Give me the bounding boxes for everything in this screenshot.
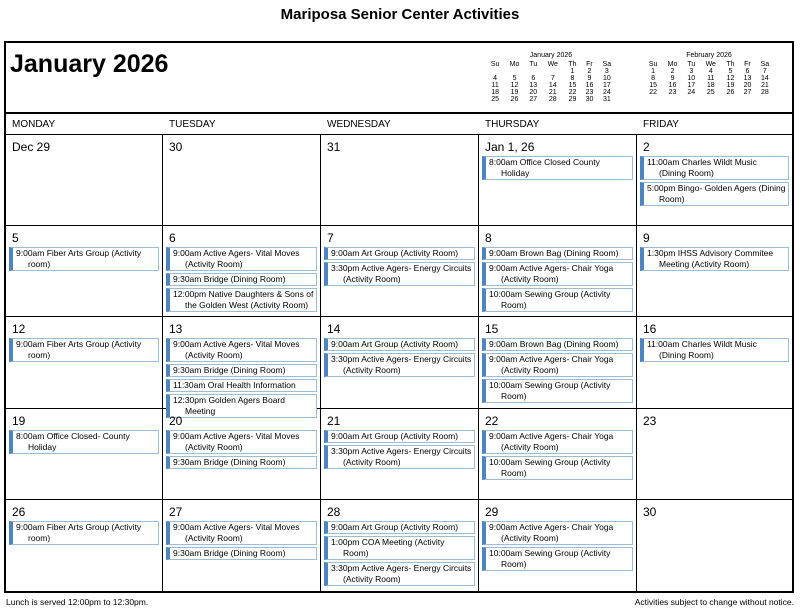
event-label: 9:30am Bridge (Dining Room)	[173, 456, 286, 467]
event-label: 8:00am Office Closed- County Holiday	[16, 430, 130, 452]
mini-calendar-february	[644, 52, 774, 96]
day-number: 2	[643, 140, 650, 154]
mini-calendar-day: 3	[604, 68, 609, 75]
event-label: 10:00am Sewing Group (Activity Room)	[489, 380, 611, 402]
mini-calendar-day: 1	[570, 68, 575, 75]
mini-calendar-day: 30	[585, 96, 594, 103]
mini-calendar-day: 24	[687, 89, 696, 96]
day-cell	[163, 317, 321, 417]
mini-calendar-day: 20	[743, 82, 752, 89]
day-number: 29	[485, 504, 499, 519]
event-label: 10:00am Sewing Group (Activity Room)	[489, 289, 611, 311]
mini-calendar-day: 11	[707, 75, 715, 82]
calendar-event[interactable]	[482, 288, 633, 312]
mini-calendar-day: 15	[649, 82, 657, 89]
event-label: 9:00am Brown Bag (Dining Room)	[489, 248, 619, 259]
event-label: 11:00am Charles Wildt Music (Dining Room)	[647, 339, 757, 361]
event-label: 9:00am Art Group (Activity Room)	[331, 430, 459, 441]
calendar-event[interactable]	[640, 338, 789, 362]
day-cell	[6, 135, 163, 226]
event-label: 12:00pm Native Daughters & Sons of the Golden West (Activity Room)	[173, 289, 314, 311]
mini-calendar-day: 14	[760, 75, 769, 82]
event-label: 9:30am Bridge (Dining Room)	[173, 274, 286, 285]
day-cell	[637, 409, 792, 500]
day-cell	[321, 409, 479, 500]
calendar-event[interactable]	[166, 430, 317, 454]
calendar-event[interactable]	[166, 521, 317, 545]
day-number: 6	[169, 231, 176, 246]
mini-calendar-weekday: Su	[490, 61, 500, 68]
calendar-event[interactable]	[324, 521, 475, 534]
mini-calendar-day: 7	[762, 68, 767, 75]
mini-calendar-day: 23	[585, 89, 594, 96]
weekday-header: TUESDAY	[163, 115, 321, 135]
calendar-event[interactable]	[482, 353, 633, 377]
mini-calendar-day: 12	[726, 75, 735, 82]
day-number: 30	[169, 140, 183, 154]
mini-calendar-day: 24	[602, 89, 611, 96]
mini-calendar-weekday: Tu	[687, 61, 696, 68]
event-label: 9:00am Fiber Arts Group (Activity room)	[16, 339, 142, 361]
event-label: 9:00am Fiber Arts Group (Activity room)	[16, 248, 142, 270]
event-label: 9:00am Active Agers- Vital Moves (Activity Room)	[173, 521, 300, 543]
calendar-event[interactable]	[9, 430, 159, 454]
day-cell	[163, 226, 321, 317]
mini-calendar-day: 25	[491, 96, 499, 103]
day-number: 13	[169, 322, 183, 337]
mini-calendar-day: 16	[585, 82, 594, 89]
mini-calendar-day: 29	[568, 96, 577, 103]
mini-calendar-day: 2	[670, 68, 675, 75]
calendar-event[interactable]	[166, 338, 317, 362]
mini-calendar-day: 20	[529, 89, 538, 96]
calendar-event[interactable]	[482, 262, 633, 286]
mini-calendar-day: 4	[708, 68, 713, 75]
mini-calendar-weekday: Mo	[509, 61, 520, 68]
day-cell	[637, 135, 792, 226]
mini-calendar-day: 10	[602, 75, 611, 82]
day-cell	[321, 317, 479, 408]
day-number: Dec 29	[12, 140, 51, 154]
mini-calendar-day: 6	[531, 75, 536, 82]
mini-calendar-january	[486, 52, 616, 103]
mini-calendar-day: 8	[570, 75, 575, 82]
event-label: 9:00am Active Agers- Chair Yoga (Activity Room)	[489, 354, 614, 376]
event-label: 9:00am Active Agers- Chair Yoga (Activity Room)	[489, 263, 614, 285]
day-cell	[6, 409, 163, 500]
mini-calendar-day	[504, 68, 525, 75]
calendar-event[interactable]	[166, 364, 317, 377]
mini-calendar-day: 18	[491, 89, 499, 96]
calendar-event[interactable]	[324, 247, 475, 260]
event-label: 9:00am Fiber Arts Group (Activity room)	[16, 521, 142, 543]
weekday-header: WEDNESDAY	[321, 115, 479, 135]
mini-calendar-day: 1	[651, 68, 656, 75]
mini-calendar-day: 9	[670, 75, 675, 82]
mini-calendar-day: 13	[743, 75, 752, 82]
mini-calendar-day: 10	[687, 75, 696, 82]
calendar-event[interactable]	[640, 156, 789, 180]
day-number: 8	[485, 231, 492, 246]
mini-calendar-day: 21	[548, 89, 557, 96]
day-cell	[6, 500, 163, 591]
mini-calendar-weekday: Mo	[667, 61, 678, 68]
calendar-event[interactable]	[482, 547, 633, 571]
day-cell	[479, 500, 637, 591]
mini-calendar-title: February 2026	[686, 52, 732, 59]
mini-calendar-day: 16	[668, 82, 677, 89]
mini-calendar-weekday: Su	[648, 61, 658, 68]
day-number: 16	[643, 322, 657, 337]
day-number: 5	[12, 231, 19, 246]
event-label: 9:00am Art Group (Activity Room)	[331, 248, 459, 259]
day-number: 15	[485, 322, 499, 337]
calendar-event[interactable]	[640, 247, 789, 271]
calendar-event[interactable]	[166, 547, 317, 560]
day-cell	[637, 317, 792, 408]
event-label: 11:30am Oral Health Information	[173, 380, 296, 391]
mini-calendar-day: 23	[668, 89, 677, 96]
mini-calendar-weekday: We	[547, 61, 558, 68]
event-label: 3:30pm Active Agers- Energy Circuits (Activity Room)	[331, 445, 472, 467]
mini-calendar-day: 13	[529, 82, 538, 89]
mini-calendar-day: 17	[687, 82, 696, 89]
mini-calendar-day	[542, 68, 564, 75]
calendar-event[interactable]	[9, 521, 159, 545]
mini-calendar-day: 3	[689, 68, 694, 75]
event-label: 3:30pm Active Agers- Energy Circuits (Activity Room)	[331, 354, 472, 376]
mini-calendar-weekday: Fr	[744, 61, 751, 68]
day-cell	[163, 500, 321, 591]
day-number: 9	[643, 231, 650, 246]
mini-calendar-title: January 2026	[529, 52, 573, 59]
mini-calendar-weekday: We	[705, 61, 716, 68]
day-cell	[321, 226, 479, 317]
calendar-event[interactable]	[482, 379, 633, 403]
calendar-event[interactable]	[166, 456, 317, 469]
day-cell	[479, 226, 637, 317]
day-cell	[321, 500, 479, 591]
weekday-header: MONDAY	[6, 115, 163, 135]
event-label: 9:30am Bridge (Dining Room)	[173, 547, 286, 558]
day-number: 12	[12, 322, 26, 337]
calendar-event[interactable]	[482, 430, 633, 454]
day-number: 26	[12, 504, 26, 519]
calendar-event[interactable]	[324, 353, 475, 377]
mini-calendar-day: 2	[587, 68, 592, 75]
calendar-event[interactable]	[166, 273, 317, 286]
mini-calendar-day: 27	[529, 96, 538, 103]
calendar-event[interactable]	[482, 338, 633, 351]
calendar-event[interactable]	[482, 156, 633, 180]
event-label: 9:00am Active Agers- Vital Moves (Activity Room)	[173, 248, 300, 270]
month-title: January 2026	[10, 50, 169, 78]
mini-calendar-day: 7	[550, 75, 555, 82]
mini-calendar-day: 11	[491, 82, 499, 89]
mini-calendar-day: 5	[512, 75, 517, 82]
event-label: 9:00am Art Group (Activity Room)	[331, 521, 459, 532]
mini-calendar-weekday: Sa	[760, 61, 770, 68]
calendar-event[interactable]	[9, 338, 159, 362]
day-number: 31	[327, 140, 341, 154]
calendar-event[interactable]	[640, 182, 789, 206]
mini-calendar-day: 8	[651, 75, 656, 82]
mini-calendar-day: 17	[602, 82, 611, 89]
day-cell	[479, 135, 637, 226]
mini-calendar-day: 6	[745, 68, 750, 75]
calendar-event[interactable]	[482, 521, 633, 545]
event-label: 1:30pm IHSS Advisory Commitee Meeting (Activity Room)	[647, 248, 774, 270]
mini-calendar-weekday: Tu	[529, 61, 538, 68]
day-number: 21	[327, 413, 341, 428]
calendar-event[interactable]	[166, 247, 317, 271]
mini-calendar-day: 12	[510, 82, 519, 89]
calendar-event[interactable]	[324, 445, 475, 469]
mini-calendar-day: 15	[568, 82, 577, 89]
calendar-event[interactable]	[324, 262, 475, 286]
header-divider	[4, 112, 794, 114]
event-label: 9:00am Active Agers- Vital Moves (Activity Room)	[173, 430, 300, 452]
footer-lunch-note: Lunch is served 12:00pm to 12:30pm.	[6, 597, 149, 607]
event-label: 10:00am Sewing Group (Activity Room)	[489, 456, 611, 478]
day-number: Jan 1, 26	[485, 140, 535, 154]
day-cell	[6, 317, 163, 408]
day-number: 23	[643, 413, 657, 428]
mini-calendar-weekday: Th	[568, 61, 577, 68]
mini-calendar-day: 28	[760, 89, 769, 96]
mini-calendar-day: 22	[649, 89, 657, 96]
day-number: 30	[643, 504, 657, 519]
day-cell	[163, 135, 321, 226]
event-label: 3:30pm Active Agers- Energy Circuits (Activity Room)	[331, 263, 472, 285]
event-label: 9:30am Bridge (Dining Room)	[173, 365, 286, 376]
mini-calendar-day: 18	[706, 82, 715, 89]
mini-calendar-day: 25	[706, 89, 715, 96]
calendar-event[interactable]	[324, 536, 475, 560]
mini-calendar-day: 4	[493, 75, 498, 82]
event-label: 9:00am Active Agers- Chair Yoga (Activity Room)	[489, 430, 614, 452]
mini-calendar-day: 26	[510, 96, 519, 103]
mini-calendar-day: 19	[510, 89, 519, 96]
day-cell	[6, 226, 163, 317]
event-label: 11:00am Charles Wildt Music (Dining Room)	[647, 157, 757, 178]
day-cell	[321, 135, 479, 226]
event-label: 9:00am Active Agers- Chair Yoga (Activity Room)	[489, 521, 614, 543]
mini-calendar-day: 22	[568, 89, 577, 96]
event-label: 10:00am Sewing Group (Activity Room)	[489, 547, 611, 569]
day-cell	[479, 409, 637, 500]
calendar-event[interactable]	[482, 456, 633, 480]
calendar-event[interactable]	[166, 288, 317, 312]
calendar-event[interactable]	[324, 562, 475, 586]
mini-calendar-day: 27	[743, 89, 752, 96]
mini-calendar-day: 31	[602, 96, 611, 103]
calendar-grid	[6, 115, 792, 591]
event-label: 3:30pm Active Agers- Energy Circuits (Activity Room)	[331, 562, 472, 584]
mini-calendar-weekday: Th	[726, 61, 735, 68]
mini-calendar-day: 5	[728, 68, 733, 75]
day-number: 22	[485, 413, 499, 428]
event-label: 5:00pm Bingo- Golden Agers (Dining Room)	[647, 183, 786, 204]
mini-calendar-day	[486, 68, 504, 75]
day-number: 19	[12, 413, 26, 428]
day-cell	[637, 226, 792, 317]
page-title: Mariposa Senior Center Activities	[280, 6, 520, 23]
day-cell	[479, 317, 637, 408]
mini-calendar-day: 14	[548, 82, 557, 89]
day-cell	[637, 500, 792, 591]
mini-calendar-day: 19	[726, 82, 735, 89]
day-number: 20	[169, 413, 183, 428]
mini-calendar-day	[525, 68, 542, 75]
weekday-header: FRIDAY	[637, 115, 792, 135]
mini-calendar-day: 21	[760, 82, 769, 89]
mini-calendar-day: 28	[548, 96, 557, 103]
event-label: 9:00am Active Agers- Vital Moves (Activity Room)	[173, 339, 300, 361]
event-label: 12:30pm Golden Agers Board Meeting	[173, 395, 285, 417]
weekday-header: THURSDAY	[479, 115, 637, 135]
day-cell	[163, 409, 321, 500]
event-label: 9:00am Art Group (Activity Room)	[331, 339, 459, 350]
calendar-event[interactable]	[166, 379, 317, 392]
event-label: 9:00am Brown Bag (Dining Room)	[489, 339, 619, 350]
day-number: 14	[327, 322, 341, 337]
calendar-event[interactable]	[324, 430, 475, 443]
event-label: 8:00am Office Closed County Holiday	[489, 157, 600, 178]
mini-calendar-weekday: Sa	[602, 61, 612, 68]
calendar-event[interactable]	[324, 338, 475, 351]
calendar-event[interactable]	[482, 247, 633, 260]
day-number: 7	[327, 231, 334, 246]
calendar-event[interactable]	[9, 247, 159, 271]
event-label: 1:00pm COA Meeting (Activity Room)	[331, 536, 445, 558]
footer-disclaimer: Activities subject to change without notice.	[634, 597, 794, 607]
day-number: 27	[169, 504, 183, 519]
mini-calendar-weekday: Fr	[586, 61, 593, 68]
mini-calendar-day: 9	[587, 75, 592, 82]
day-number: 28	[327, 504, 341, 519]
mini-calendar-day: 26	[726, 89, 735, 96]
